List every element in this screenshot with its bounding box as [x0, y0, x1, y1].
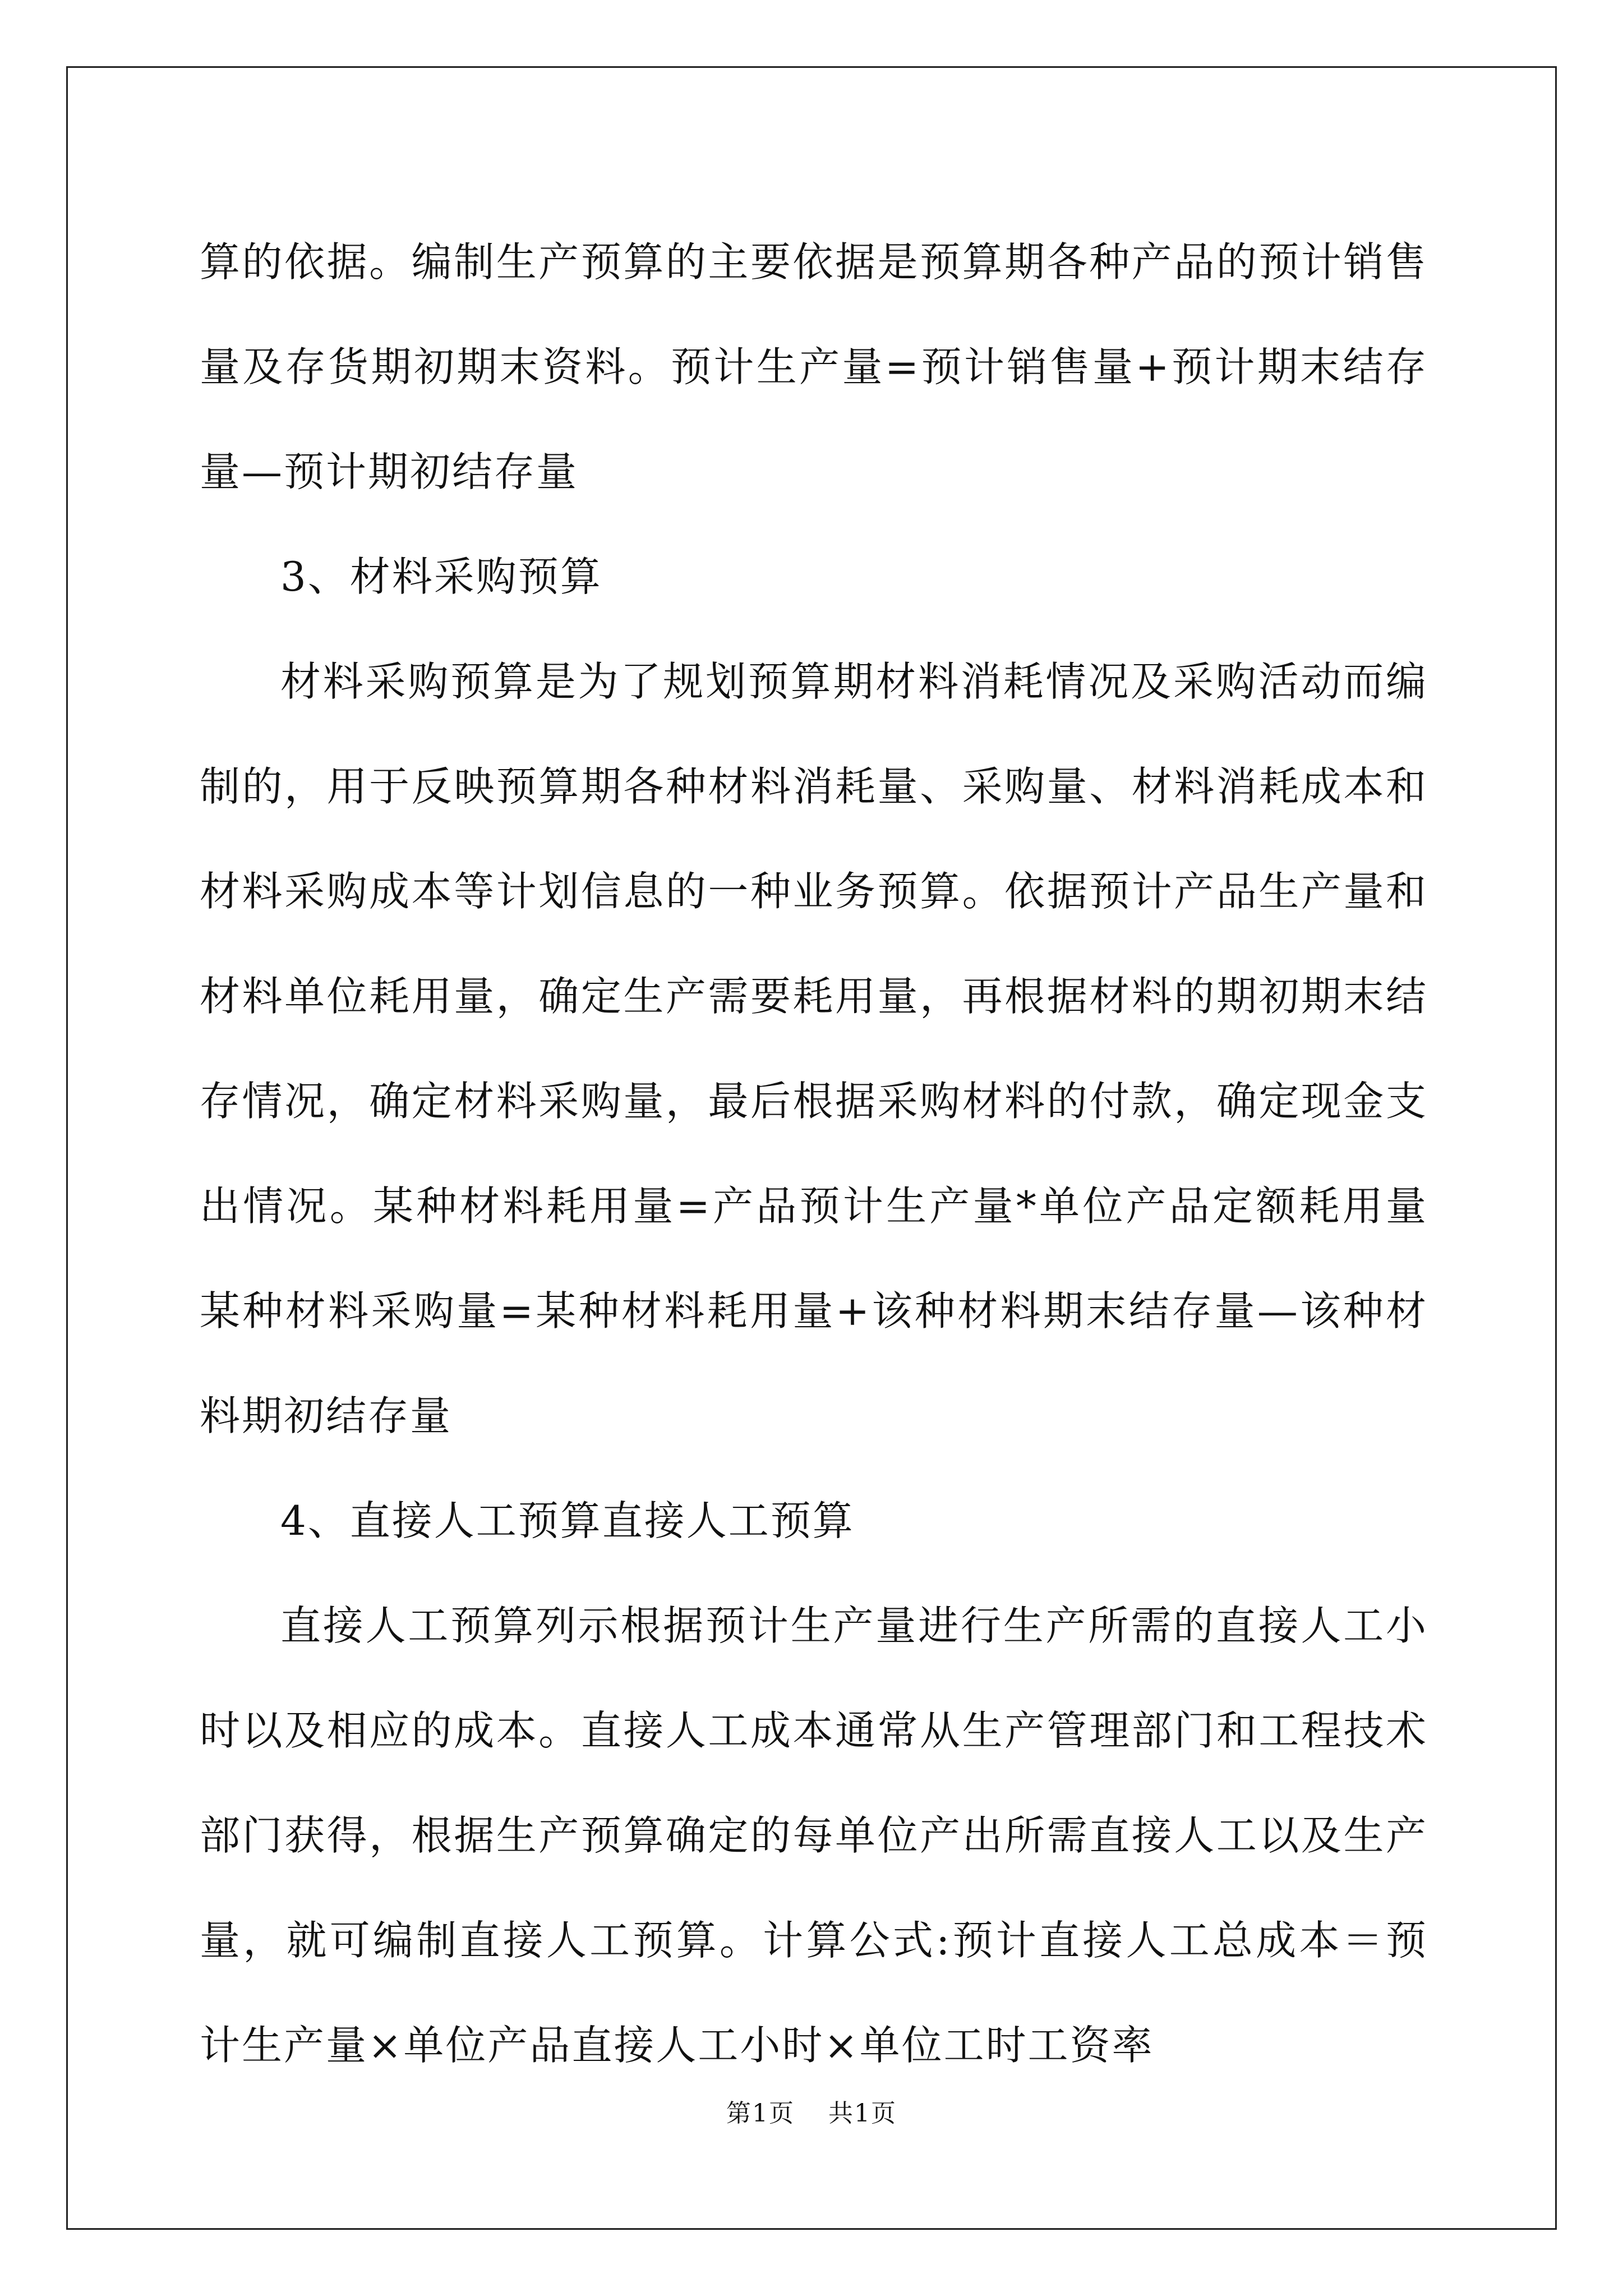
page-footer: [0, 2097, 1623, 2131]
paragraph-production-budget-continued: 算的依据。编制生产预算的主要依据是预算期各种产品的预计销售量及存货期初期末资料。预计生产量=预计销售量+预计期末结存量—预计期初结存量: [200, 238, 1428, 495]
page-number-total: 共1页: [828, 2099, 897, 2128]
paragraph-direct-labor-budget: 直接人工预算列示根据预计生产量进行生产所需的直接人工小时以及相应的成本。直接人工成本通常从生产管理部门和工程技术部门获得，根据生产预算确定的每单位产出所需直接人工以及生产量，就可编制直接人工预算。计算公式:预计直接人工总成本＝预计生产量×单位产品直接人工小时×单位工时工资率: [200, 1602, 1428, 2069]
document-body: [200, 210, 1428, 2098]
page-number-current: 第1页: [726, 2099, 795, 2128]
paragraph-material-purchase-budget: 材料采购预算是为了规划预算期材料消耗情况及采购活动而编制的，用于反映预算期各种材料消耗量、采购量、材料消耗成本和材料采购成本等计划信息的一种业务预算。依据预计产品生产量和材料单位耗用量，确定生产需要耗用量，再根据材料的期初期末结存情况，确定材料采购量，最后根据采购材料的付款，确定现金支出情况。某种材料耗用量=产品预计生产量*单位产品定额耗用量某种材料采购量=某种材料耗用量+该种材料期末结存量—该种材料期初结存量: [200, 658, 1428, 1439]
heading-direct-labor-budget: 4、直接人工预算直接人工预算: [280, 1497, 855, 1544]
heading-material-purchase-budget: 3、材料采购预算: [280, 553, 602, 600]
